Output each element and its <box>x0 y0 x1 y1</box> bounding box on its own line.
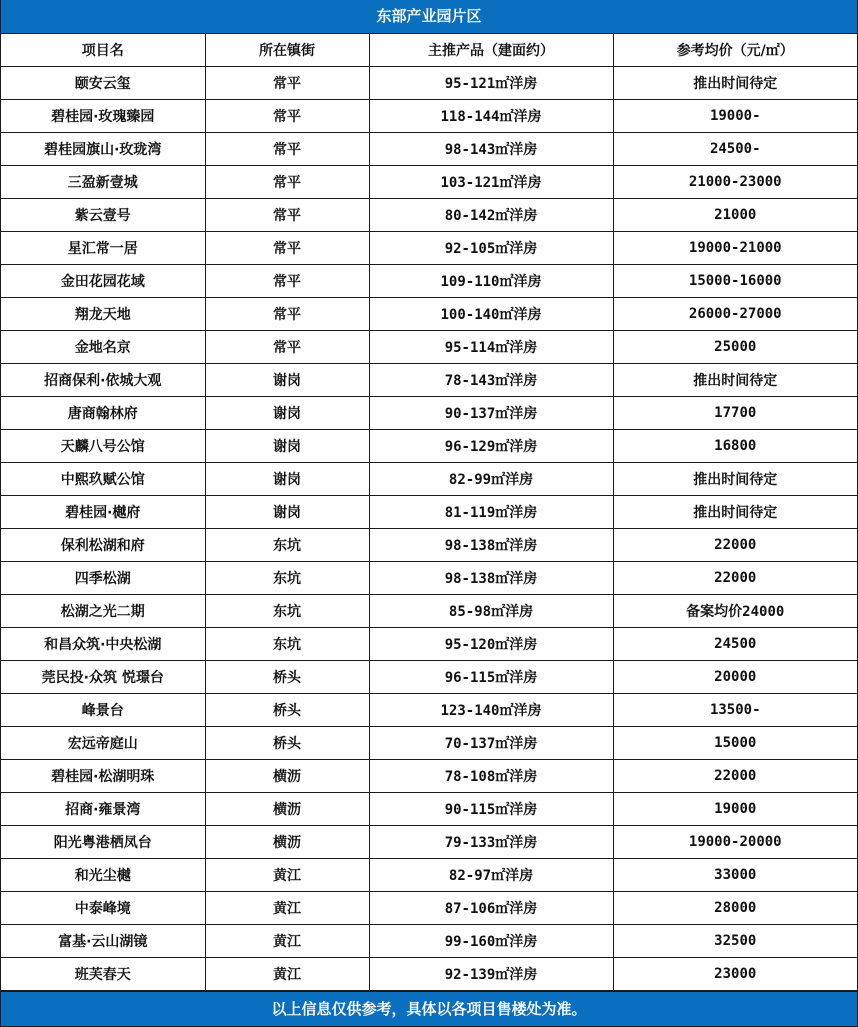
table-row <box>1 859 857 892</box>
cell-town: 黄江 <box>205 925 369 958</box>
cell-product: 95-121㎡洋房 <box>369 67 613 100</box>
cell-product: 100-140㎡洋房 <box>369 298 613 331</box>
project-price-table <box>1 33 857 991</box>
table-body <box>1 67 857 991</box>
table-row <box>1 397 857 430</box>
cell-town: 谢岗 <box>205 397 369 430</box>
cell-town: 谢岗 <box>205 463 369 496</box>
cell-product: 118-144㎡洋房 <box>369 100 613 133</box>
header-project-name: 项目名 <box>1 34 205 67</box>
cell-project-name: 中熙玖赋公馆 <box>1 463 205 496</box>
cell-price: 20000 <box>613 661 857 694</box>
cell-town: 谢岗 <box>205 430 369 463</box>
cell-price: 28000 <box>613 892 857 925</box>
cell-project-name: 中泰峰境 <box>1 892 205 925</box>
table-row <box>1 793 857 826</box>
cell-project-name: 招商·雍景湾 <box>1 793 205 826</box>
cell-town: 东坑 <box>205 595 369 628</box>
cell-product: 99-160㎡洋房 <box>369 925 613 958</box>
cell-project-name: 和光尘樾 <box>1 859 205 892</box>
cell-project-name: 唐商翰林府 <box>1 397 205 430</box>
cell-product: 80-142㎡洋房 <box>369 199 613 232</box>
cell-product: 92-105㎡洋房 <box>369 232 613 265</box>
cell-price: 19000 <box>613 793 857 826</box>
cell-price: 24500- <box>613 133 857 166</box>
cell-project-name: 富基·云山湖镜 <box>1 925 205 958</box>
cell-price: 推出时间待定 <box>613 496 857 529</box>
cell-price: 15000 <box>613 727 857 760</box>
table-row <box>1 463 857 496</box>
cell-project-name: 招商保利·依城大观 <box>1 364 205 397</box>
cell-town: 桥头 <box>205 661 369 694</box>
cell-town: 黄江 <box>205 958 369 991</box>
cell-product: 92-139㎡洋房 <box>369 958 613 991</box>
cell-town: 横沥 <box>205 760 369 793</box>
cell-project-name: 和昌众筑·中央松湖 <box>1 628 205 661</box>
footer-note: 以上信息仅供参考，具体以各项目售楼处为准。 <box>1 991 857 1026</box>
cell-product: 78-108㎡洋房 <box>369 760 613 793</box>
table-row <box>1 727 857 760</box>
cell-product: 98-143㎡洋房 <box>369 133 613 166</box>
cell-town: 常平 <box>205 265 369 298</box>
cell-town: 常平 <box>205 199 369 232</box>
cell-price: 23000 <box>613 958 857 991</box>
cell-town: 东坑 <box>205 562 369 595</box>
cell-price: 21000-23000 <box>613 166 857 199</box>
table-row <box>1 562 857 595</box>
cell-price: 21000 <box>613 199 857 232</box>
cell-project-name: 宏远帝庭山 <box>1 727 205 760</box>
cell-project-name: 阳光粤港栖凤台 <box>1 826 205 859</box>
cell-price: 22000 <box>613 529 857 562</box>
cell-price: 15000-16000 <box>613 265 857 298</box>
cell-project-name: 颐安云玺 <box>1 67 205 100</box>
cell-town: 常平 <box>205 298 369 331</box>
cell-product: 98-138㎡洋房 <box>369 562 613 595</box>
cell-project-name: 松湖之光二期 <box>1 595 205 628</box>
cell-project-name: 金田花园花域 <box>1 265 205 298</box>
table-row <box>1 232 857 265</box>
cell-town: 常平 <box>205 232 369 265</box>
cell-town: 常平 <box>205 331 369 364</box>
cell-project-name: 碧桂园·樾府 <box>1 496 205 529</box>
cell-project-name: 碧桂园旗山·玫珑湾 <box>1 133 205 166</box>
cell-product: 90-115㎡洋房 <box>369 793 613 826</box>
cell-product: 95-114㎡洋房 <box>369 331 613 364</box>
cell-project-name: 四季松湖 <box>1 562 205 595</box>
cell-price: 25000 <box>613 331 857 364</box>
cell-price: 17700 <box>613 397 857 430</box>
table-row <box>1 529 857 562</box>
table-row <box>1 694 857 727</box>
table-row <box>1 430 857 463</box>
table-row <box>1 133 857 166</box>
table-row <box>1 595 857 628</box>
cell-price: 33000 <box>613 859 857 892</box>
cell-town: 黄江 <box>205 859 369 892</box>
cell-product: 81-119㎡洋房 <box>369 496 613 529</box>
table-row <box>1 199 857 232</box>
table-row <box>1 628 857 661</box>
cell-town: 谢岗 <box>205 364 369 397</box>
table-row <box>1 265 857 298</box>
table-row <box>1 166 857 199</box>
table-row <box>1 826 857 859</box>
cell-product: 96-129㎡洋房 <box>369 430 613 463</box>
cell-product: 85-98㎡洋房 <box>369 595 613 628</box>
cell-town: 常平 <box>205 100 369 133</box>
cell-product: 90-137㎡洋房 <box>369 397 613 430</box>
cell-town: 常平 <box>205 133 369 166</box>
table-row <box>1 331 857 364</box>
cell-product: 109-110㎡洋房 <box>369 265 613 298</box>
header-price: 参考均价（元/㎡） <box>613 34 857 67</box>
cell-town: 桥头 <box>205 727 369 760</box>
cell-project-name: 班芙春天 <box>1 958 205 991</box>
cell-product: 82-97㎡洋房 <box>369 859 613 892</box>
cell-price: 32500 <box>613 925 857 958</box>
cell-town: 横沥 <box>205 793 369 826</box>
cell-product: 79-133㎡洋房 <box>369 826 613 859</box>
cell-price: 19000- <box>613 100 857 133</box>
cell-town: 谢岗 <box>205 496 369 529</box>
cell-town: 东坑 <box>205 529 369 562</box>
cell-price: 备案均价24000 <box>613 595 857 628</box>
header-town: 所在镇街 <box>205 34 369 67</box>
cell-price: 24500 <box>613 628 857 661</box>
cell-project-name: 翔龙天地 <box>1 298 205 331</box>
cell-product: 95-120㎡洋房 <box>369 628 613 661</box>
cell-product: 103-121㎡洋房 <box>369 166 613 199</box>
cell-town: 东坑 <box>205 628 369 661</box>
cell-product: 78-143㎡洋房 <box>369 364 613 397</box>
cell-town: 常平 <box>205 166 369 199</box>
table-row <box>1 958 857 991</box>
cell-project-name: 紫云壹号 <box>1 199 205 232</box>
cell-price: 26000-27000 <box>613 298 857 331</box>
table-row <box>1 661 857 694</box>
cell-price: 19000-21000 <box>613 232 857 265</box>
cell-price: 推出时间待定 <box>613 364 857 397</box>
header-row <box>1 34 857 67</box>
cell-project-name: 碧桂园·玫瑰臻园 <box>1 100 205 133</box>
cell-town: 常平 <box>205 67 369 100</box>
cell-product: 87-106㎡洋房 <box>369 892 613 925</box>
table-row <box>1 760 857 793</box>
cell-price: 16800 <box>613 430 857 463</box>
cell-price: 22000 <box>613 760 857 793</box>
cell-product: 96-115㎡洋房 <box>369 661 613 694</box>
cell-town: 横沥 <box>205 826 369 859</box>
cell-project-name: 莞民投·众筑 悦璟台 <box>1 661 205 694</box>
table-row <box>1 364 857 397</box>
table-row <box>1 496 857 529</box>
cell-price: 推出时间待定 <box>613 463 857 496</box>
cell-project-name: 保利松湖和府 <box>1 529 205 562</box>
table-row <box>1 892 857 925</box>
cell-price: 19000-20000 <box>613 826 857 859</box>
table-row <box>1 100 857 133</box>
cell-price: 推出时间待定 <box>613 67 857 100</box>
header-product: 主推产品（建面约） <box>369 34 613 67</box>
cell-price: 22000 <box>613 562 857 595</box>
cell-product: 123-140㎡洋房 <box>369 694 613 727</box>
cell-project-name: 三盈新壹城 <box>1 166 205 199</box>
table-title: 东部产业园片区 <box>1 0 857 33</box>
cell-product: 70-137㎡洋房 <box>369 727 613 760</box>
cell-project-name: 碧桂园·松湖明珠 <box>1 760 205 793</box>
table-row <box>1 925 857 958</box>
cell-product: 98-138㎡洋房 <box>369 529 613 562</box>
table-row <box>1 298 857 331</box>
cell-town: 桥头 <box>205 694 369 727</box>
cell-product: 82-99㎡洋房 <box>369 463 613 496</box>
table-row <box>1 67 857 100</box>
cell-project-name: 星汇常一居 <box>1 232 205 265</box>
cell-project-name: 峰景台 <box>1 694 205 727</box>
cell-town: 黄江 <box>205 892 369 925</box>
cell-project-name: 金地名京 <box>1 331 205 364</box>
cell-price: 13500- <box>613 694 857 727</box>
cell-project-name: 天麟八号公馆 <box>1 430 205 463</box>
